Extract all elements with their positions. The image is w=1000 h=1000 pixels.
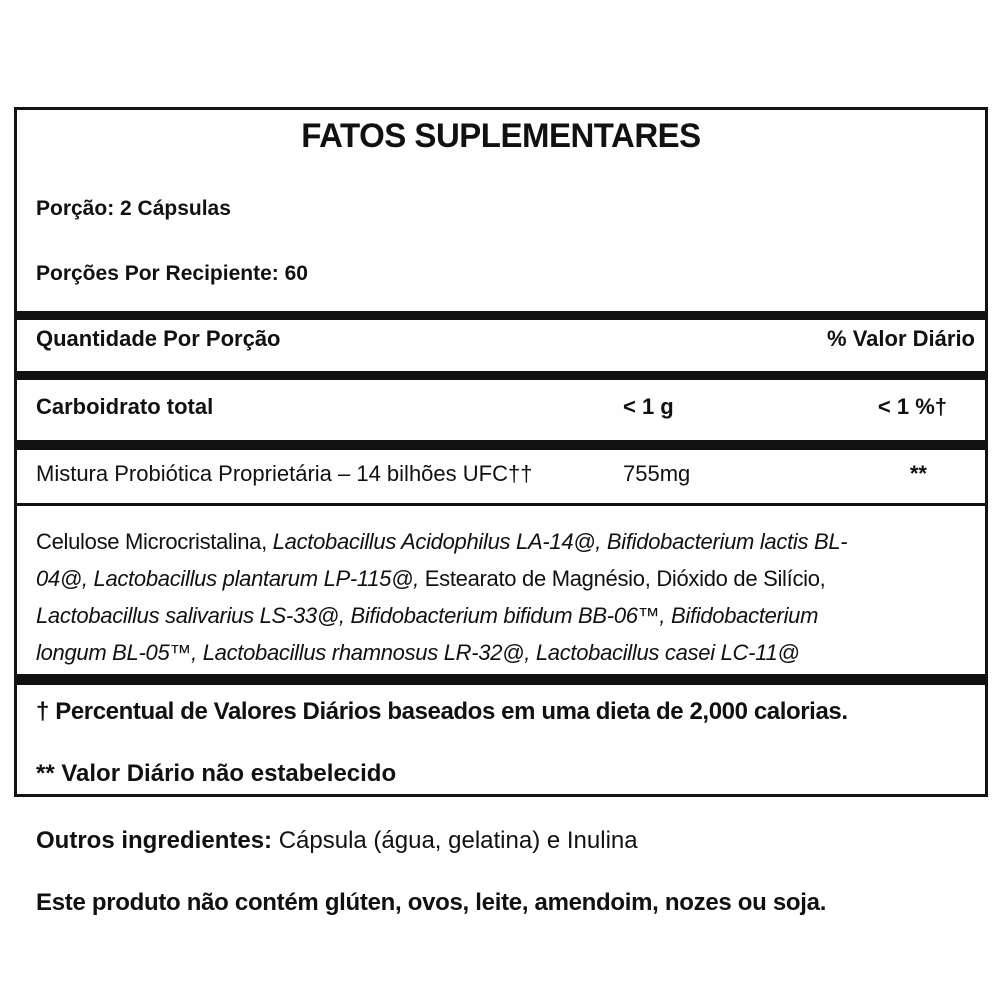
other-ingredients-label: Outros ingredientes: xyxy=(36,827,273,854)
daily-value-footnote: † Percentual de Valores Diários baseados em uma dieta de 2,000 calorias. xyxy=(36,698,848,725)
divider-below-carb xyxy=(17,440,985,450)
servings-per-container-text: Porções Por Recipiente: 60 xyxy=(36,262,308,285)
table-row xyxy=(17,394,985,426)
table-header-row xyxy=(36,326,975,352)
nutrient-name: Mistura Probiótica Proprietária – 14 bilhões UFC†† xyxy=(36,461,533,486)
ingredients-line: 04@, Lactobacillus plantarum LP-115@, Estearato de Magnésio, Dióxido de Silício, xyxy=(36,566,826,591)
panel-title: FATOS SUPLEMENTARES xyxy=(301,117,701,155)
not-established-footnote: ** Valor Diário não estabelecido xyxy=(36,760,397,787)
divider-thin xyxy=(17,503,985,506)
supplement-facts-panel xyxy=(14,107,988,797)
ingredients-line: Celulose Microcristalina, Lactobacillus Acidophilus LA-14@, Bifidobacterium lactis BL- xyxy=(36,529,848,554)
divider-thick-top xyxy=(17,311,985,320)
nutrient-name: Carboidrato total xyxy=(36,394,214,419)
nutrient-daily-value: ** xyxy=(909,461,927,486)
ingredients-text xyxy=(36,523,961,671)
divider-thick-bottom xyxy=(17,674,985,685)
nutrient-amount: 755mg xyxy=(623,461,691,486)
ingredients-line: Lactobacillus salivarius LS-33@, Bifidobacterium bifidum BB-06™, Bifidobacterium xyxy=(36,603,819,628)
other-ingredients-value: Cápsula (água, gelatina) e Inulina xyxy=(272,827,638,854)
nutrient-amount: < 1 g xyxy=(623,394,674,419)
ingredients-line: longum BL-05™, Lactobacillus rhamnosus LR-32@, Lactobacillus casei LC-11@ xyxy=(36,640,800,665)
serving-size-text: Porção: 2 Cápsulas xyxy=(36,197,231,220)
divider-below-header xyxy=(17,371,985,380)
percent-daily-value-header: % Valor Diário xyxy=(827,326,975,351)
amount-per-serving-header: Quantidade Por Porção xyxy=(36,326,281,351)
nutrient-daily-value: < 1 %† xyxy=(877,394,947,419)
other-ingredients-text xyxy=(36,827,638,855)
allergen-statement: Este produto não contém glúten, ovos, leite, amendoim, nozes ou soja. xyxy=(36,889,827,916)
table-row xyxy=(17,461,985,493)
